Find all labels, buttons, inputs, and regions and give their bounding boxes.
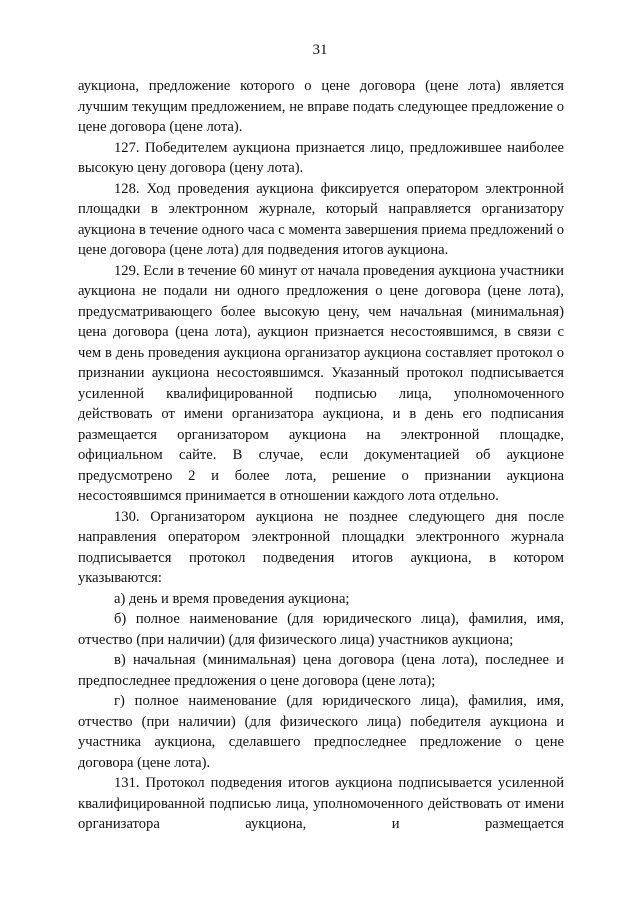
paragraph-127: 127. Победителем аукциона признается лицо, предложившее наиболее высокую цену договора (цену лота). [78,139,564,176]
paragraph-130: 130. Организатором аукциона не позднее следующего дня после направления оператором электронной площадки электронного журнала подписывается протокол подведения итогов аукциона, в котором указываются: [78,508,564,586]
paragraph-131: 131. Протокол подведения итогов аукциона подписывается усиленной квалифицированной подписью лица, уполномоченного действовать от имени организатора аукциона, и размещается [78,775,564,832]
document-body [78,76,564,835]
list-item-v: в) начальная (минимальная) цена договора (цена лота), последнее и предпоследнее предложения о цене договора (цене лота); [78,652,564,689]
paragraph-128: 128. Ход проведения аукциона фиксируется оператором электронной площадки в электронном журнале, который направляется организатору аукциона в течение одного часа с момента завершения приема предложений о цене договора (цене лота) для подведения итогов аукциона. [78,180,564,258]
list-item-a: а) день и время проведения аукциона; [114,590,350,607]
paragraph-continuation: аукциона, предложение которого о цене договора (цене лота) является лучшим текущим предложением, не вправе подать следующее предложение о цене договора (цене лота). [78,78,564,135]
paragraph-129: 129. Если в течение 60 минут от начала проведения аукциона участники аукциона не подали ни одного предложения о цене договора (цене лота), предусматривающего более высокую цену, чем начальная (минимальная) цена договора (цена лота), аукцион признается несостоявшимся, в связи с чем в день проведения аукциона организатор аукциона составляет протокол о признании аукциона несостоявшимся. Указанный протокол подписывается усиленной квалифицированной подписью лица, уполномоченного действовать от имени организатора аукциона, и в день его подписания размещается организатором аукциона на электронной площадке, официальном сайте. В случае, если документацией об аукционе предусмотрено 2 и более лота, решение о признании аукциона несостоявшимся принимается в отношении каждого лота отдельно. [78,262,564,504]
list-item-g: г) полное наименование (для юридического лица), фамилия, имя, отчество (при наличии) (для физического лица) победителя аукциона и участника аукциона, сделавшего предпоследнее предложение о цене договора (цене лота). [78,693,564,771]
list-item-b: б) полное наименование (для юридического лица), фамилия, имя, отчество (при наличии) (для физического лица) участников аукциона; [78,611,564,648]
page-number: 31 [312,42,328,58]
